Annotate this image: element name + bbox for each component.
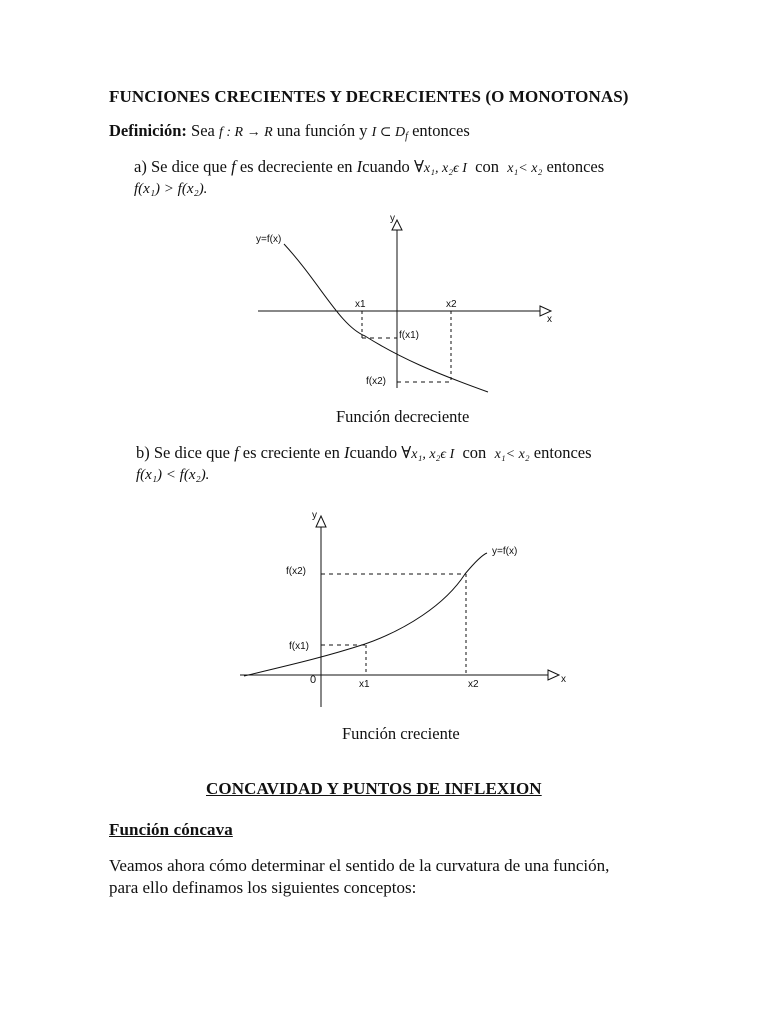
item-b-text: es creciente en [242, 443, 340, 462]
item-a-prefix: a) Se dice que [134, 157, 227, 176]
fx1-label: f(x1) [289, 641, 309, 652]
x1-label: x1 [355, 299, 366, 310]
fx2-label: f(x2) [366, 376, 386, 387]
item-a-line [134, 157, 604, 177]
item-a-I: I [356, 157, 363, 176]
item-b-result: f(x₁) < f(x₂). [136, 467, 210, 483]
x-axis-label: x [547, 314, 552, 325]
x2-label: x2 [468, 679, 479, 690]
definition-label: Definición: [109, 121, 187, 140]
graph-decreasing [240, 208, 570, 408]
item-b-entonces: entonces [533, 443, 592, 462]
section-title: CONCAVIDAD Y PUNTOS DE INFLEXION [206, 779, 542, 798]
paragraph-line-2: para ello definamos los siguientes conceptos: [109, 878, 417, 897]
decreasing-curve [284, 244, 488, 392]
graph-increasing [230, 505, 580, 715]
definition-sea: Sea [191, 121, 215, 140]
item-b-f: f [234, 443, 239, 462]
fx2-label: f(x2) [286, 566, 306, 577]
y-axis-label: y [390, 213, 395, 224]
x2-label: x2 [446, 299, 457, 310]
definition-entonces: entonces [412, 121, 470, 140]
function-label: y=f(x) [492, 546, 518, 557]
item-b-cond: x₁< x₂ [494, 447, 530, 462]
x-axis-arrow [548, 670, 559, 680]
item-a-cond: x₁< x₂ [507, 161, 543, 176]
item-b-line [136, 443, 592, 463]
item-b-cuando: cuando [349, 443, 398, 462]
function-label: y=f(x) [256, 234, 282, 245]
item-a-result: f(x₁) > f(x₂). [134, 181, 208, 197]
definition-una-funcion: una función y [276, 121, 368, 140]
item-b-forall: ∀ [401, 443, 412, 462]
caption-increasing: Función creciente [342, 724, 460, 743]
item-a-f: f [231, 157, 236, 176]
page-title: FUNCIONES CRECIENTES Y DECRECIENTES (O MONOTONAS) [109, 87, 629, 106]
item-a-entonces: entonces [546, 157, 605, 176]
x-axis-label: x [561, 674, 566, 685]
definition-subset: I ⊂ $D_f$ [371, 125, 408, 142]
origin-label: 0 [310, 674, 317, 686]
y-axis-arrow [316, 516, 326, 527]
item-b-prefix: b) Se dice que [136, 443, 230, 462]
fx1-label: f(x1) [399, 330, 419, 341]
definition-mapping: f : R → R [219, 125, 273, 140]
item-b-vars: x₁, x₂ϵ I [411, 447, 455, 462]
item-a-vars: x₁, x₂ϵ I [423, 161, 467, 176]
item-a-text: es decreciente en [239, 157, 353, 176]
item-a-cuando: cuando [362, 157, 410, 176]
y-axis-label: y [312, 510, 317, 521]
paragraph-line-1: Veamos ahora cómo determinar el sentido de la curvatura de una función, [109, 856, 610, 875]
x1-label: x1 [359, 679, 370, 690]
item-a-con: con [475, 157, 499, 176]
item-a-forall: ∀ [413, 157, 424, 176]
definition-line [109, 121, 470, 142]
subsection-title: Función cóncava [109, 820, 233, 839]
caption-decreasing: Función decreciente [336, 407, 470, 426]
item-b-con: con [462, 443, 487, 462]
item-b-I: I [344, 443, 350, 462]
